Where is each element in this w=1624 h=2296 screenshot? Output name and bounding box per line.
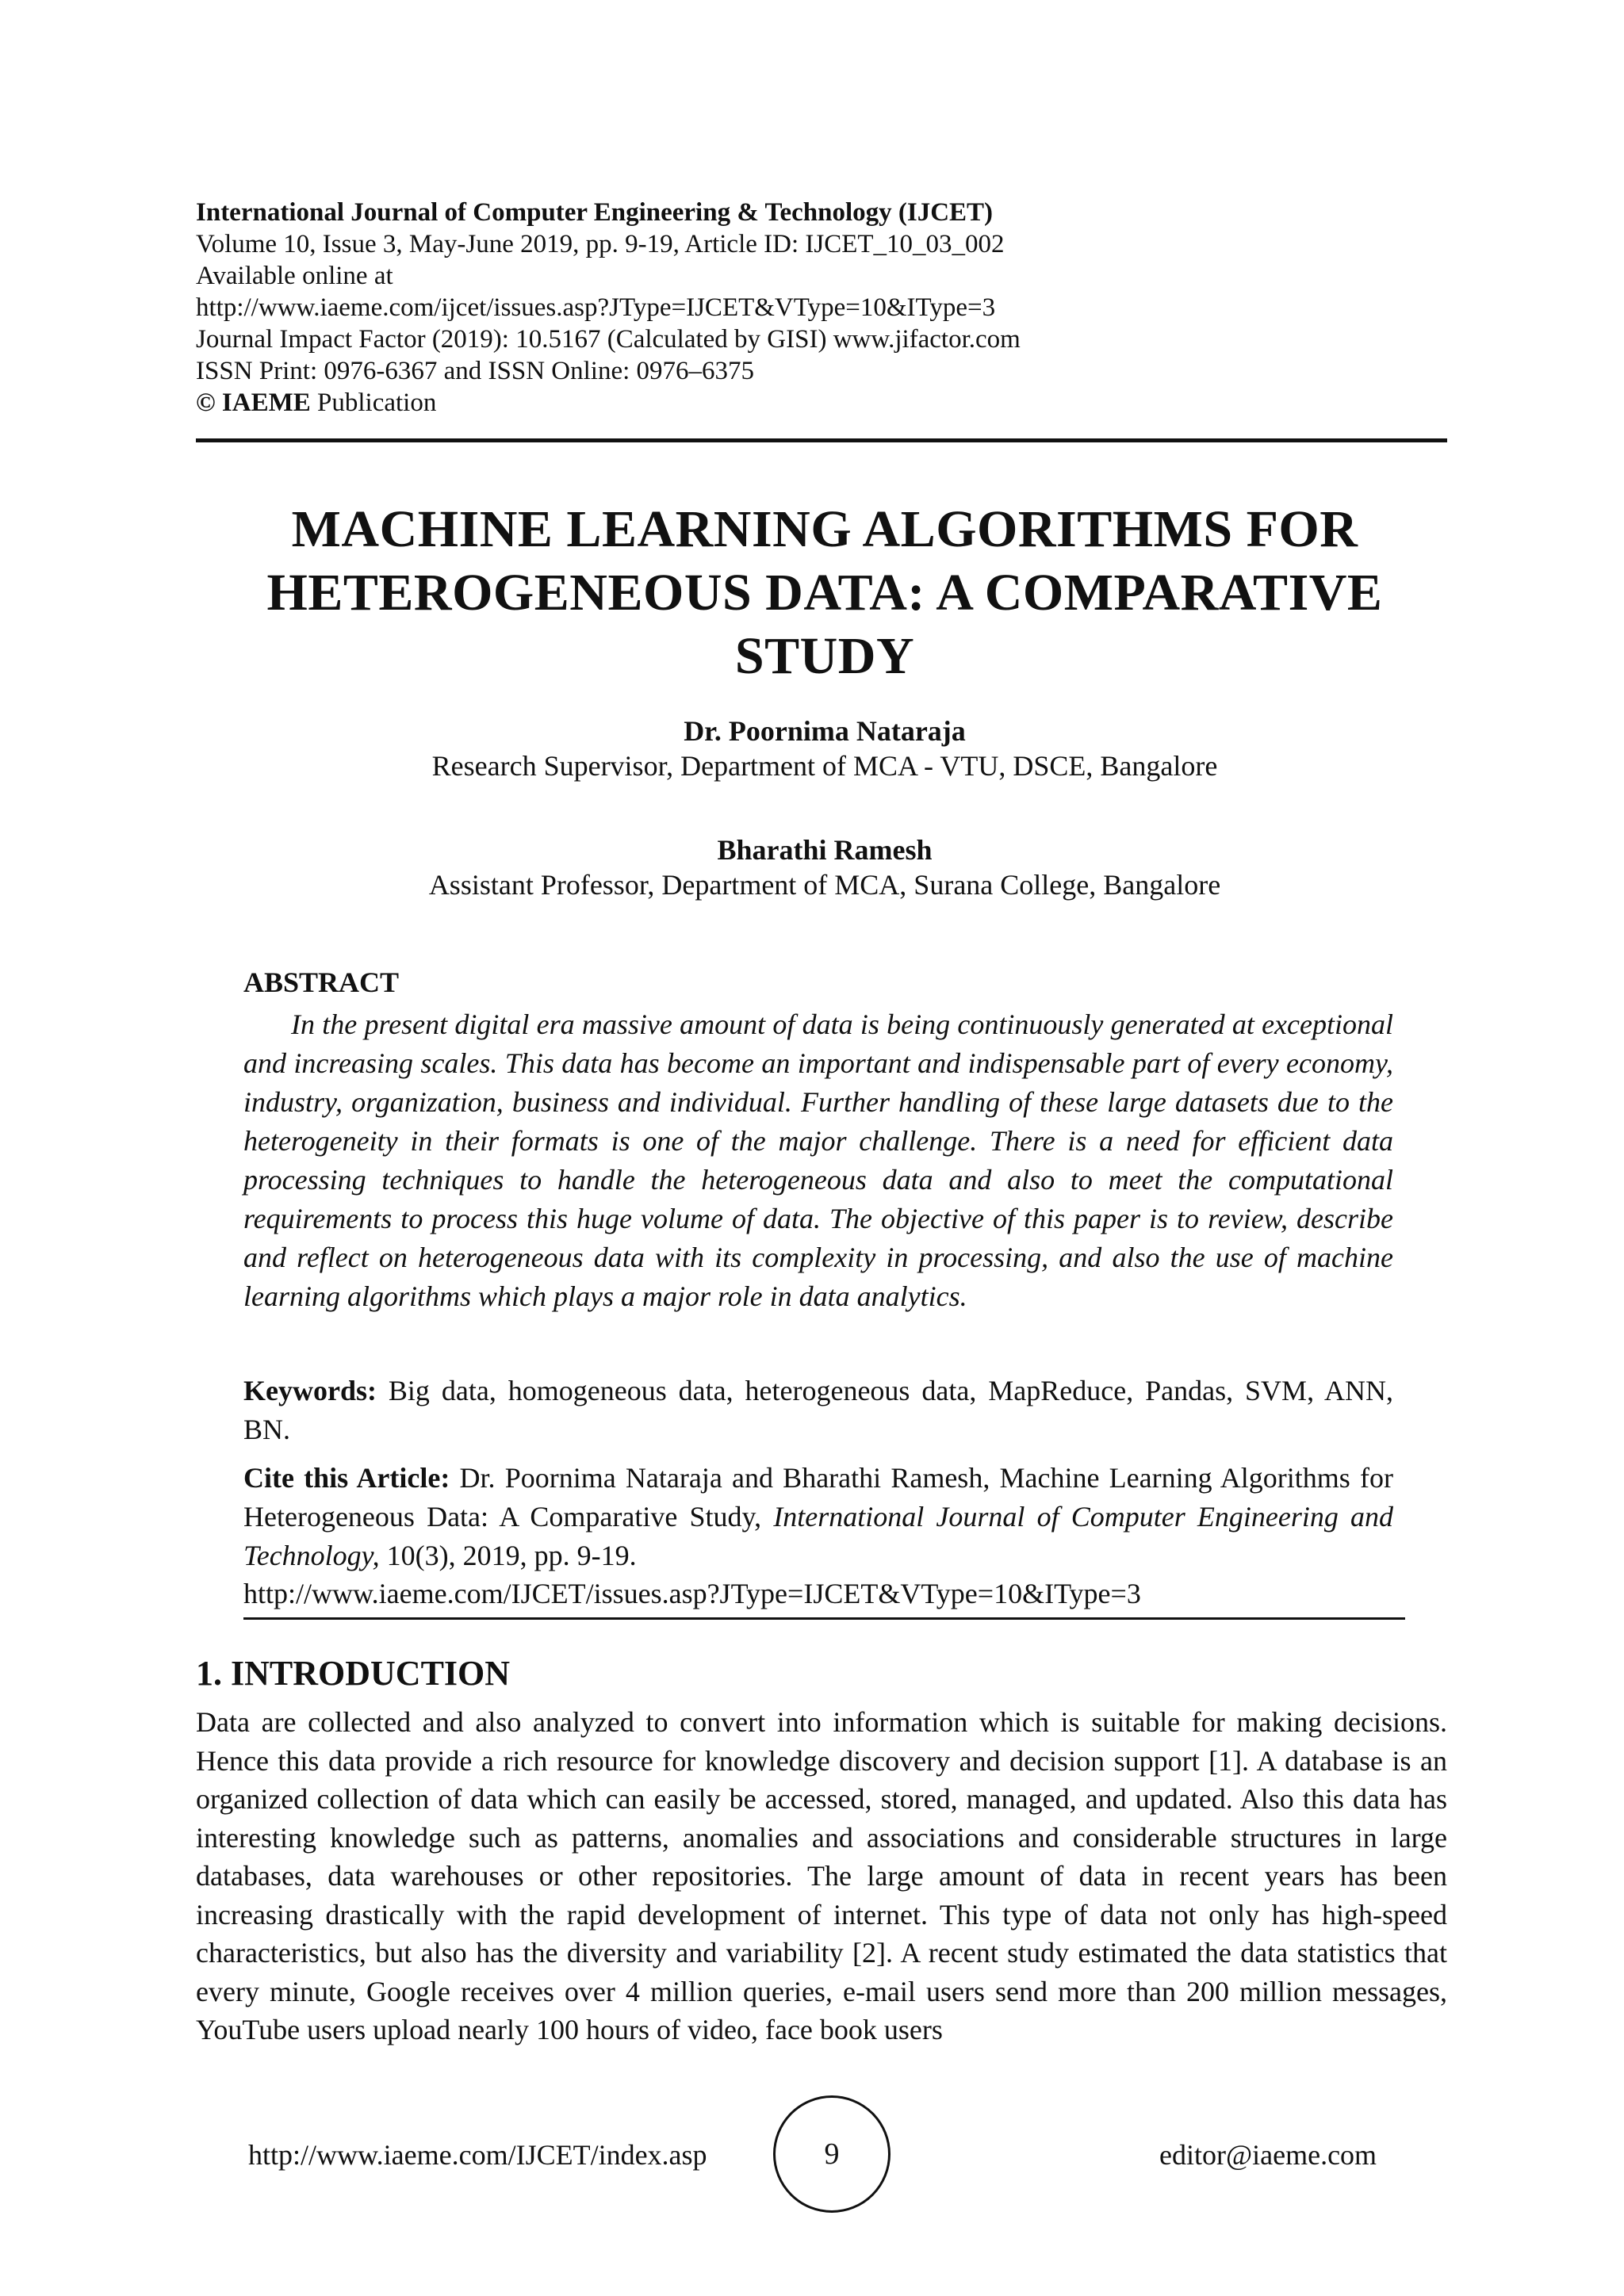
impact-factor: Journal Impact Factor (2019): 10.5167 (Calculated by GISI) www.jifactor.com — [196, 325, 1021, 354]
cite-url[interactable]: http://www.iaeme.com/IJCET/issues.asp?JType=IJCET&VType=10&IType=3 — [243, 1578, 1141, 1609]
author-block-1 — [159, 714, 1491, 783]
page-number: 9 — [773, 2095, 891, 2213]
author-name: Bharathi Ramesh — [717, 834, 933, 866]
cite-article — [243, 1459, 1393, 1575]
issn-line: ISSN Print: 0976-6367 and ISSN Online: 0976–6375 — [196, 357, 755, 385]
journal-header — [196, 197, 1449, 419]
author-affiliation: Research Supervisor, Department of MCA - VTU, DSCE, Bangalore — [431, 750, 1218, 782]
issue-url[interactable]: http://www.iaeme.com/ijcet/issues.asp?JType=IJCET&VType=10&IType=3 — [196, 293, 996, 322]
introduction-text: Data are collected and also analyzed to convert into information which is suitable for making decisions. Hence this data provide a rich resource for knowledge discovery and decision support [1]. A database is an organized collection of data which can easily be accessed, stored, managed, and updated. Also this data has interesting knowledge such as patterns, anomalies and associations and considerable structures in large databases, data warehouses or other repositories. The large amount of data in recent years has been increasing drastically with the rapid development of internet. This type of data not only has high-speed characteristics, but also has the diversity and variability [2]. A recent study estimated the data statistics that every minute, Google receives over 4 million queries, e-mail users send more than 200 million messages, YouTube users upload nearly 100 hours of video, face book users — [196, 1706, 1447, 2045]
title-line-3: STUDY — [734, 627, 915, 685]
cite-details: 10(3), 2019, pp. 9-19. — [379, 1540, 637, 1571]
cite-text: Dr. Poornima Nataraja and Bharathi Ramesh, Machine Learning Algorithms for Heterogeneous Data: A Comparative Study, — [243, 1462, 1393, 1533]
cite-journal: International Journal of Computer Engineering and Technology, — [243, 1501, 1393, 1571]
volume-line: Volume 10, Issue 3, May-June 2019, pp. 9-19, Article ID: IJCET_10_03_002 — [196, 230, 1005, 258]
abstract-divider — [243, 1617, 1405, 1620]
keywords-text: Big data, homogeneous data, heterogeneous data, MapReduce, Pandas, SVM, ANN, BN. — [243, 1375, 1393, 1445]
title-line-2: HETEROGENEOUS DATA: A COMPARATIVE — [266, 564, 1383, 622]
paper-title — [159, 498, 1491, 688]
keywords-label: Keywords: — [243, 1375, 377, 1406]
cite-label: Cite this Article: — [243, 1462, 450, 1494]
copyright-mark: © IAEME — [196, 388, 311, 417]
journal-name: International Journal of Computer Engineering & Technology (IJCET) — [196, 198, 994, 227]
available-online: Available online at — [196, 262, 393, 290]
section-heading-introduction: 1. INTRODUCTION — [196, 1654, 511, 1693]
title-line-1: MACHINE LEARNING ALGORITHMS FOR — [291, 500, 1358, 558]
abstract-text: In the present digital era massive amount of data is being continuously generated at exceptional and increasing scales. This data has become an important and indispensable part of every economy, industry, organization, business and individual. Further handling of these large datasets due to the heterogeneity in their formats is one of the major challenge. There is a need for efficient data processing techniques to handle the heterogeneous data and also to meet the computational requirements to process this huge volume of data. The objective of this paper is to review, describe and reflect on heterogeneous data with its complexity in processing, and also the use of machine learning algorithms which plays a major role in data analytics. — [243, 1008, 1393, 1312]
footer-url[interactable]: http://www.iaeme.com/IJCET/index.asp — [248, 2139, 707, 2171]
author-affiliation: Assistant Professor, Department of MCA, Surana College, Bangalore — [428, 869, 1221, 901]
keywords — [243, 1372, 1393, 1449]
footer-email[interactable]: editor@iaeme.com — [1159, 2139, 1377, 2171]
header-divider — [196, 438, 1447, 442]
publication-label: Publication — [310, 388, 437, 417]
copyright-line — [196, 387, 1449, 419]
author-name: Dr. Poornima Nataraja — [684, 715, 966, 747]
abstract-heading: ABSTRACT — [243, 966, 400, 998]
author-block-2 — [159, 832, 1491, 902]
